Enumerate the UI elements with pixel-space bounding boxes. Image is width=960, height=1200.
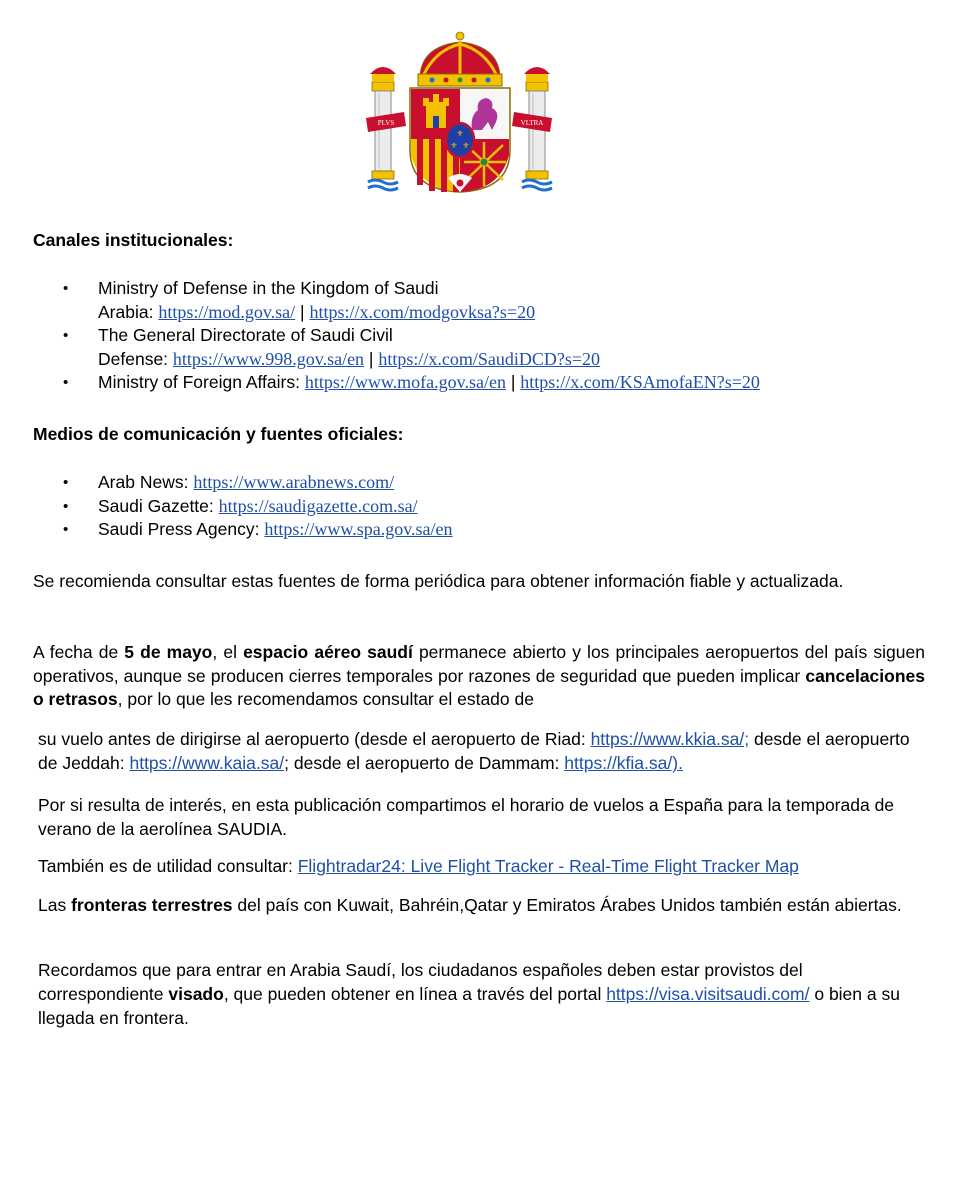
schedule-paragraph: Por si resulta de interés, en esta publicación compartimos el horario de vuelos a España para la temporada de verano de la aerolínea SAUDIA.	[38, 795, 895, 839]
kaia-link[interactable]: https://www.kaia.sa/	[129, 753, 285, 773]
item-label: Arab News:	[98, 472, 194, 492]
media-list	[33, 471, 453, 542]
item-text: The General Directorate of Saudi Civil	[98, 325, 393, 345]
flightradar-link[interactable]: Flightradar24: Live Flight Tracker - Real-Time Flight Tracker Map	[297, 856, 799, 876]
kkia-link[interactable]: https://www.kkia.sa/;	[590, 729, 750, 749]
svg-text:⚜: ⚜	[462, 141, 470, 150]
list-item	[33, 471, 453, 495]
borders-paragraph: Las fronteras terrestres del país con Kuwait, Bahréin,Qatar y Emiratos Árabes Unidos también están abiertas.	[38, 895, 902, 915]
civil-defense-x-link[interactable]: https://x.com/SaudiDCD?s=20	[378, 348, 600, 369]
separator: |	[295, 301, 310, 322]
kfia-link[interactable]: https://kfia.sa/).	[564, 753, 683, 773]
separator: |	[505, 372, 521, 392]
mod-x-link[interactable]: https://x.com/modgovksa?s=20	[309, 301, 536, 322]
arabnews-link[interactable]: https://www.arabnews.com/	[193, 472, 395, 492]
separator: |	[364, 348, 379, 369]
mofa-link[interactable]: https://www.mofa.gov.sa/en	[304, 372, 506, 392]
item-label: Saudi Press Agency:	[98, 519, 265, 539]
recommend-paragraph: Se recomienda consultar estas fuentes de forma periódica para obtener información fiable y actualizada.	[33, 571, 844, 591]
list-item	[33, 371, 760, 395]
list-item	[33, 518, 453, 542]
shield-icon	[410, 88, 510, 192]
list-item	[33, 495, 453, 519]
saudigazette-link[interactable]: https://saudigazette.com.sa/	[218, 495, 418, 516]
svg-text:⚜: ⚜	[450, 141, 458, 150]
airspace-paragraph: A fecha de 5 de mayo, el espacio aéreo saudí permanece abierto y los principales aeropuertos del país siguen operativos, aunque se producen cierres temporales por razones de seguridad que pueden implicar cancelaciones o retrasos, por lo que les recomendamos consultar el estado de	[33, 642, 925, 709]
list-item	[33, 277, 760, 324]
mod-link[interactable]: https://mod.gov.sa/	[158, 301, 296, 322]
institutional-heading: Canales institucionales:	[33, 230, 234, 250]
coat-of-arms-emblem	[360, 30, 560, 198]
item-label: Arabia:	[98, 301, 159, 322]
visa-portal-link[interactable]: https://visa.visitsaudi.com/	[606, 984, 810, 1004]
visa-paragraph: Recordamos que para entrar en Arabia Saudí, los ciudadanos españoles deben estar provistos del correspondiente visado, que pueden obtener en línea a través del portal https://visa.visitsaudi.com/ o bien a su llegada en frontera.	[38, 960, 900, 1028]
item-label: Saudi Gazette:	[98, 495, 219, 516]
item-text: Ministry of Defense in the Kingdom of Saudi	[98, 278, 439, 298]
left-motto: PLVS	[377, 119, 395, 127]
right-motto: VLTRA	[520, 119, 544, 127]
crown-icon	[418, 32, 502, 86]
civil-defense-link[interactable]: https://www.998.gov.sa/en	[172, 348, 365, 369]
tracker-paragraph: También es de utilidad consultar: Flightradar24: Live Flight Tracker - Real-Time Flight Tracker Map	[38, 856, 799, 876]
media-heading: Medios de comunicación y fuentes oficiales:	[33, 424, 404, 444]
list-item	[33, 324, 760, 371]
spa-link[interactable]: https://www.spa.gov.sa/en	[264, 519, 453, 539]
airports-paragraph: su vuelo antes de dirigirse al aeropuerto (desde el aeropuerto de Riad: https://www.kkia.sa/; desde el aeropuerto de Jeddah: https://www.kaia.sa/; desde el aeropuerto de Dammam: https://kfia.sa/).	[38, 729, 910, 773]
item-label: Ministry of Foreign Affairs:	[98, 372, 305, 392]
mofa-x-link[interactable]: https://x.com/KSAmofaEN?s=20	[520, 372, 760, 392]
svg-text:⚜: ⚜	[456, 129, 464, 138]
institutional-list	[33, 277, 760, 395]
item-label: Defense:	[98, 348, 173, 369]
